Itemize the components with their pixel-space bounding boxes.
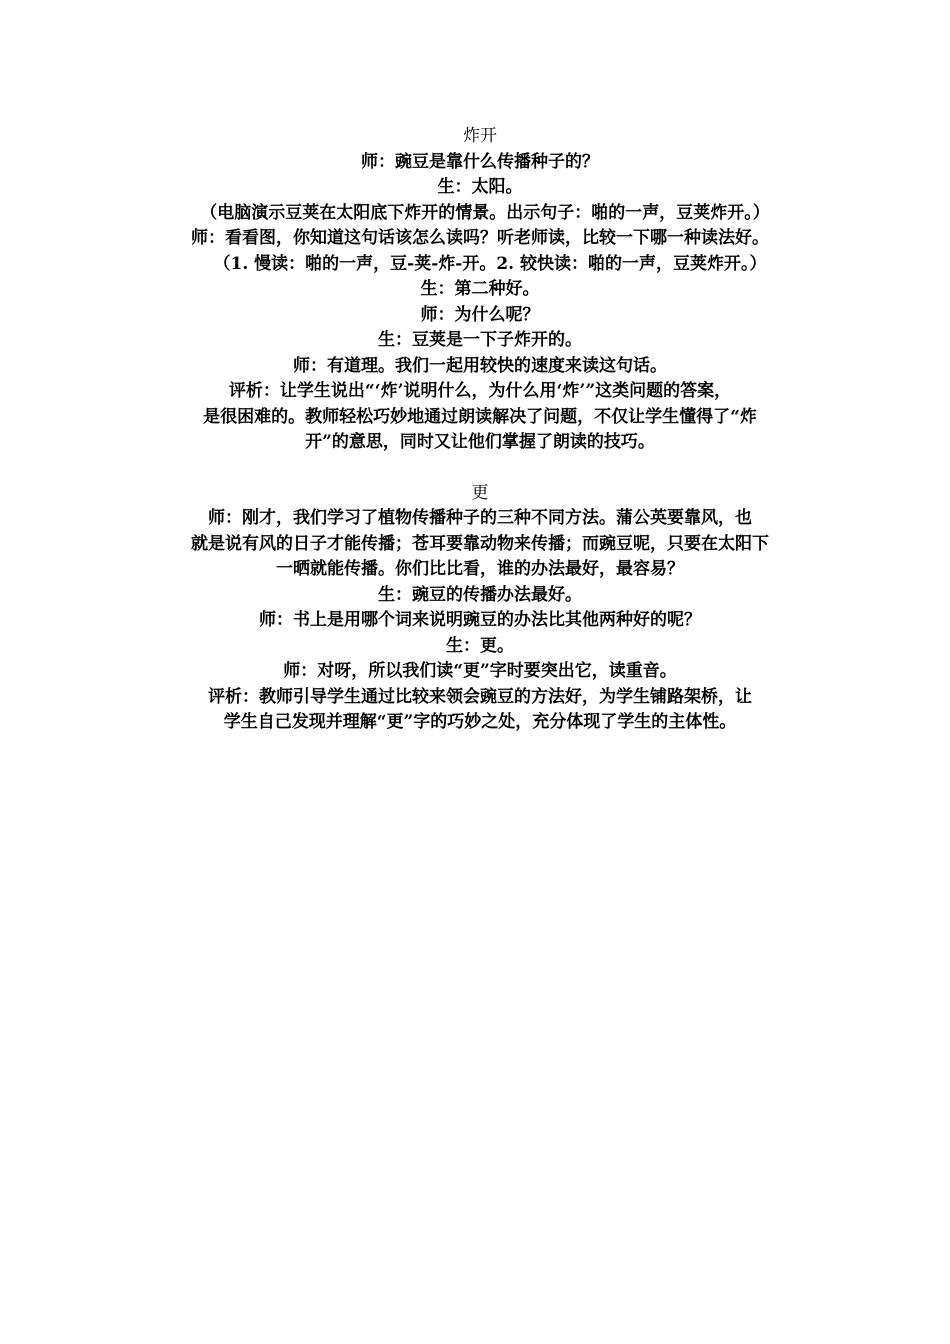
dialogue-line: 师：为什么呢？ <box>420 304 540 325</box>
dialogue-line: 生：太阳。 <box>437 177 523 197</box>
section-gap <box>150 456 810 481</box>
document-body <box>150 124 810 736</box>
paragraph-line: 师：刚才，我们学习了植物传播种子的三种不同方法。蒲公英要靠风，也 <box>208 508 752 528</box>
comment-line: 评析：教师引导学生通过比较来领会豌豆的方法好，为学生铺路架桥，让 <box>208 686 752 707</box>
section-heading-zhakai: 炸开 <box>463 126 497 146</box>
paragraph-line: 就是说有风的日子才能传播；苍耳要靠动物来传播；而豌豆呢，只要在太阳下 <box>191 533 769 554</box>
section-heading-geng: 更 <box>471 482 489 503</box>
stage-direction: （1. 慢读：啪的一声，豆-荚-炸-开。2. 较快读：啪的一声，豆荚炸开。） <box>213 253 767 274</box>
dialogue-line: 师：书上是用哪个词来说明豌豆的办法比其他两种好的呢？ <box>259 610 701 630</box>
comment-line: 学生自己发现并理解“更”字的巧妙之处，充分体现了学生的主体性。 <box>223 712 737 732</box>
dialogue-line: 生：豌豆的传播办法最好。 <box>378 584 582 605</box>
dialogue-line: 师：对呀，所以我们读“更”字时要突出它，读重音。 <box>283 661 677 681</box>
comment-line: 评析：让学生说出“‘炸’说明什么，为什么用‘炸’”这类问题的答案， <box>228 381 732 401</box>
comment-line: 开”的意思，同时又让他们掌握了朗读的技巧。 <box>305 432 655 452</box>
dialogue-line: 师：豌豆是靠什么传播种子的？ <box>361 151 599 172</box>
comment-line: 是很困难的。教师轻松巧妙地通过朗读解决了问题，不仅让学生懂得了“炸 <box>203 406 757 427</box>
dialogue-line: 师：看看图，你知道这句话该怎么读吗？听老师读，比较一下哪一种读法好。 <box>191 228 769 248</box>
paragraph-line: 一晒就能传播。你们比比看，谁的办法最好，最容易？ <box>276 559 684 579</box>
dialogue-line: 生：第二种好。 <box>420 279 540 299</box>
dialogue-line: 师：有道理。我们一起用较快的速度来读这句话。 <box>293 355 667 376</box>
dialogue-line: 生：更。 <box>446 635 514 656</box>
stage-direction: （电脑演示豆荚在太阳底下炸开的情景。出示句子：啪的一声，豆荚炸开。） <box>200 202 770 223</box>
dialogue-line: 生：豆荚是一下子炸开的。 <box>378 330 582 350</box>
